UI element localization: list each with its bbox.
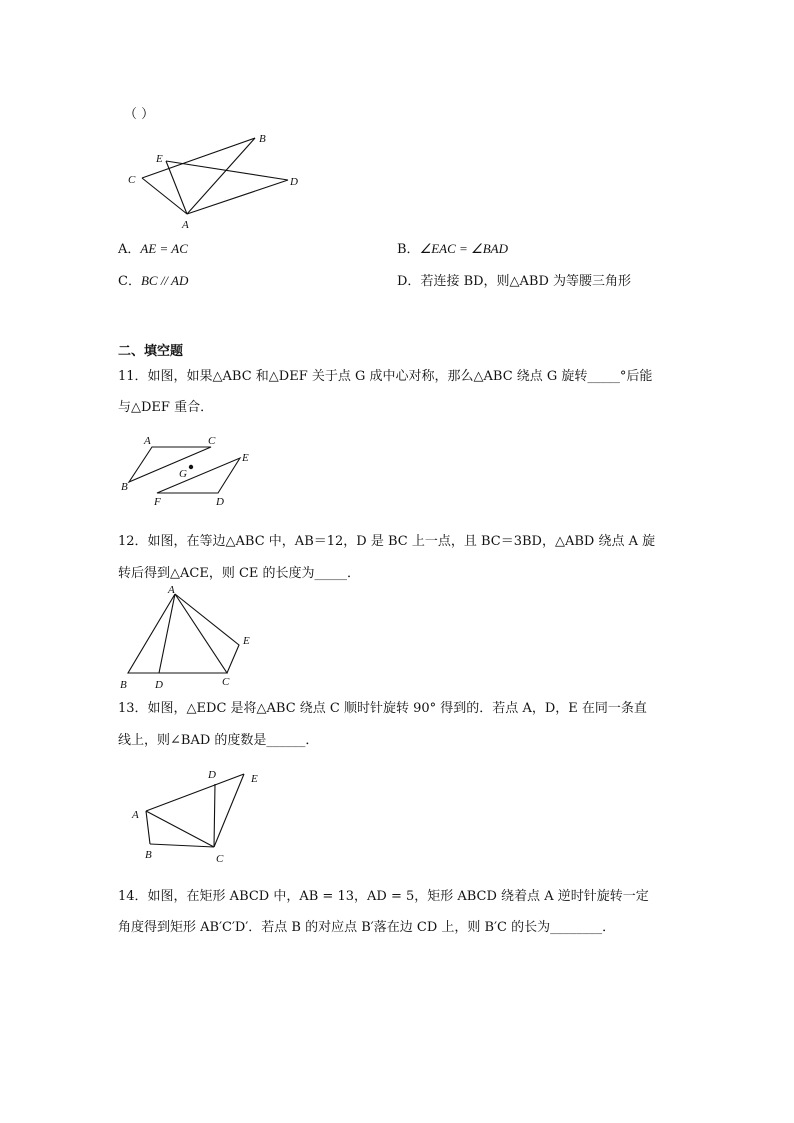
option-b[interactable] xyxy=(397,238,508,257)
label-A: A xyxy=(182,219,189,231)
option-text: AE = AC xyxy=(140,241,188,256)
label-G: G xyxy=(179,468,187,480)
option-d[interactable] xyxy=(397,270,631,289)
seg-AC xyxy=(146,811,214,847)
q13-figure xyxy=(125,762,270,867)
label-A: A xyxy=(144,435,151,447)
option-letter: B． xyxy=(397,242,420,257)
seg-AE xyxy=(146,774,244,811)
section-title: 二、填空题 xyxy=(118,344,184,359)
option-text: 若连接 BD，则△ABD 为等腰三角形 xyxy=(420,274,632,289)
label-D: D xyxy=(208,769,216,781)
seg-AD xyxy=(159,594,175,673)
seg-BC xyxy=(150,844,214,847)
option-a[interactable] xyxy=(118,238,188,257)
label-C: C xyxy=(128,174,136,186)
q13-text-line2: 线上，则∠BAD 的度数是______． xyxy=(118,733,319,748)
label-D: D xyxy=(290,176,298,188)
answer-paren: （ ） xyxy=(124,107,155,122)
option-text: ∠EAC = ∠BAD xyxy=(419,241,508,256)
label-C: C xyxy=(216,853,224,865)
label-E: E xyxy=(242,452,249,464)
label-D: D xyxy=(216,496,224,508)
label-B: B xyxy=(259,133,266,145)
seg-DC xyxy=(214,784,215,847)
label-A: A xyxy=(132,809,139,821)
option-letter: C． xyxy=(118,274,141,289)
triangle-ACE xyxy=(175,594,239,673)
label-D: D xyxy=(155,679,163,691)
q12-text-line2: 转后得到△ACE，则 CE 的长度为_____． xyxy=(118,566,361,581)
option-text: BC // AD xyxy=(140,273,189,288)
q11-text-line1: 11．如图，如果△ABC 和△DEF 关于点 G 成中心对称，那么△ABC 绕点 G 旋转_____°后能 xyxy=(118,369,653,384)
q14-text-line2: 角度得到矩形 AB′C′D′．若点 B 的对应点 B′落在边 CD 上，则 B′C 的长为________． xyxy=(118,920,616,935)
option-letter: A． xyxy=(118,242,141,257)
label-E: E xyxy=(156,153,163,165)
label-F: F xyxy=(154,496,161,508)
triangle-DEF xyxy=(157,458,240,493)
label-B: B xyxy=(121,481,128,493)
q12-text-line1: 12．如图，在等边△ABC 中，AB＝12，D 是 BC 上一点，且 BC＝3BD，△ABD 绕点 A 旋 xyxy=(118,534,656,549)
label-A: A xyxy=(168,584,175,596)
q12-figure xyxy=(115,584,265,694)
center-point-G xyxy=(189,465,193,469)
q13-text-line1: 13．如图，△EDC 是将△ABC 绕点 C 顺时针旋转 90° 得到的．若点 A，D，E 在同一条直 xyxy=(118,701,647,716)
label-E: E xyxy=(251,773,258,785)
label-C: C xyxy=(222,676,230,688)
label-B: B xyxy=(145,849,152,861)
option-c[interactable] xyxy=(118,270,188,289)
label-E: E xyxy=(243,635,250,647)
seg-AB xyxy=(146,811,150,844)
seg-ED xyxy=(166,161,288,180)
seg-EC xyxy=(214,774,244,847)
option-letter: D． xyxy=(397,274,421,289)
label-B: B xyxy=(120,679,127,691)
label-C: C xyxy=(208,435,216,447)
triangle-ABC xyxy=(128,594,227,673)
q11-text-line2: 与△DEF 重合． xyxy=(118,400,214,415)
q11-figure xyxy=(118,432,263,512)
triangle-ABC xyxy=(129,447,211,482)
q14-text-line1: 14．如图，在矩形 ABCD 中，AB = 13，AD = 5，矩形 ABCD 绕着点 A 逆时针旋转一定 xyxy=(118,889,649,904)
q10-figure xyxy=(120,128,310,233)
